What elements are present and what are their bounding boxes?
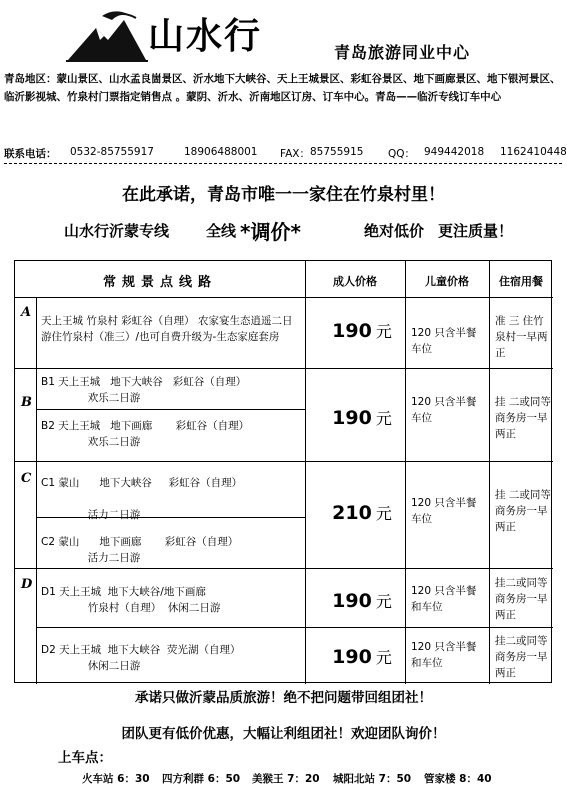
row-divider (15, 461, 553, 462)
col-divider (305, 261, 306, 684)
fax-number: 85755915 (310, 146, 364, 158)
child-price: 120 只含半餐和车位 (411, 585, 477, 613)
group-letter: B (21, 395, 32, 410)
team-discount: 团队更有低价优惠，大幅让利组团社！欢迎团队询价！ (121, 726, 446, 742)
route-text: B1 天上王城 地下大峡谷 彩虹谷（自理） 欢乐二日游 (41, 376, 247, 404)
group-letter: D (21, 577, 33, 592)
price-value: 190 (332, 590, 372, 612)
lodging: 挂二或同等商务房一早两正 (495, 635, 548, 679)
qq-1: 949442018 (424, 146, 485, 158)
child-price: 120 只含半餐车位 (411, 497, 477, 525)
header-lodging: 住宿用餐 (499, 275, 543, 288)
station: 四方利群 6：50 (162, 773, 241, 785)
phone-1: 0532-85755917 (70, 146, 154, 158)
boarding-stations (0, 771, 567, 787)
fax-label: FAX： (280, 148, 310, 160)
lodging: 挂 二或同等商务房一早两正 (495, 489, 551, 533)
station: 城阳北站 7：50 (333, 773, 412, 785)
station: 美猴王 7：20 (252, 773, 320, 785)
qq-2: 1162410448 (500, 146, 567, 158)
price-value: 190 (332, 320, 372, 342)
quality-promise: 承诺只做沂蒙品质旅游！绝不把问题带回组团社！ (135, 690, 432, 706)
row-divider (15, 297, 553, 298)
child-price: 120 只含半餐车位 (411, 327, 477, 355)
route-text: B2 天上王城 地下画廊 彩虹谷（自理） 欢乐二日游 (41, 420, 250, 448)
route-text: 天上王城 竹泉村 彩虹谷（自理） 农家宴生态逍遥二日游住竹泉村（准三）/也可自费升级为-生态家庭套房 (41, 315, 293, 343)
header-adult: 成人价格 (333, 275, 377, 288)
header-route: 常规景点线路 (102, 275, 217, 290)
station: 管家楼 8：40 (424, 773, 492, 785)
lodging: 挂二或同等商务房一早两正 (495, 577, 548, 621)
contact-label: 联系电话： (4, 148, 57, 160)
contact-line (4, 146, 567, 160)
qq-label: QQ： (388, 148, 416, 160)
route-text: C1 蒙山 地下大峡谷 彩虹谷（自理） 活力二日游 (41, 477, 243, 521)
phone-2: 18906488001 (184, 146, 258, 158)
subrow-divider (36, 627, 553, 628)
price-unit: 元 (375, 322, 392, 341)
price-adjust: *调价* (240, 220, 301, 244)
adult-price (317, 406, 407, 429)
divider (4, 163, 562, 164)
child-price: 120 只含半餐和车位 (411, 641, 477, 669)
route-text: D1 天上王城 地下大峡谷/地下画廊 竹泉村（自理） 休闲二日游 (41, 586, 221, 614)
scenic-intro: 青岛地区：蒙山景区、山水孟良崮景区、沂水地下大峡谷、天上王城景区、彩虹谷景区、地下画廊景区、地下银河景区、临沂影视城、竹泉村门票指定销售点 。蒙阴、沂水、沂南地区订房、订车中心。青岛——临沂专线订车中心 (4, 73, 561, 103)
boarding-label: 上车点： (58, 750, 112, 766)
price-unit: 元 (375, 648, 392, 667)
price-unit: 元 (375, 409, 392, 428)
child-price: 120 只含半餐车位 (411, 396, 477, 424)
lodging: 准 三 住竹泉村一早两正 (495, 315, 548, 359)
price-value: 190 (332, 646, 372, 668)
price-adjust-prefix: 全线 (206, 222, 237, 240)
price-value: 210 (332, 502, 372, 524)
promise-headline: 在此承诺，青岛市唯一一家住在竹泉村里！ (122, 185, 445, 205)
route-text: D2 天上王城 地下大峡谷 荧光湖（自理） 休闲二日游 (41, 644, 241, 672)
line-title: 山水行沂蒙专线 (64, 222, 170, 240)
group-letter: A (21, 305, 32, 320)
low-price: 绝对低价 (364, 222, 425, 240)
price-unit: 元 (375, 504, 392, 523)
company-name: 青岛旅游同业中心 (334, 43, 471, 62)
row-divider (15, 568, 553, 569)
adult-price (317, 501, 407, 524)
price-value: 190 (332, 407, 372, 429)
col-divider (36, 297, 37, 684)
lodging: 挂 二或同等商务房一早两正 (495, 396, 551, 440)
adult-price (317, 645, 407, 668)
adult-price (317, 589, 407, 612)
station: 火车站 6：30 (82, 773, 150, 785)
group-letter: C (21, 471, 32, 486)
route-table (14, 260, 552, 683)
subrow-divider (36, 409, 305, 410)
better-quality: 更注质量！ (438, 222, 514, 240)
price-unit: 元 (375, 592, 392, 611)
adult-price (317, 319, 407, 342)
header-child: 儿童价格 (425, 275, 469, 288)
col-divider (489, 261, 490, 684)
row-divider (15, 368, 553, 369)
logo-text: 山水行 (148, 15, 263, 57)
route-text: C2 蒙山 地下画廊 彩虹谷（自理） 活力二日游 (41, 536, 239, 564)
